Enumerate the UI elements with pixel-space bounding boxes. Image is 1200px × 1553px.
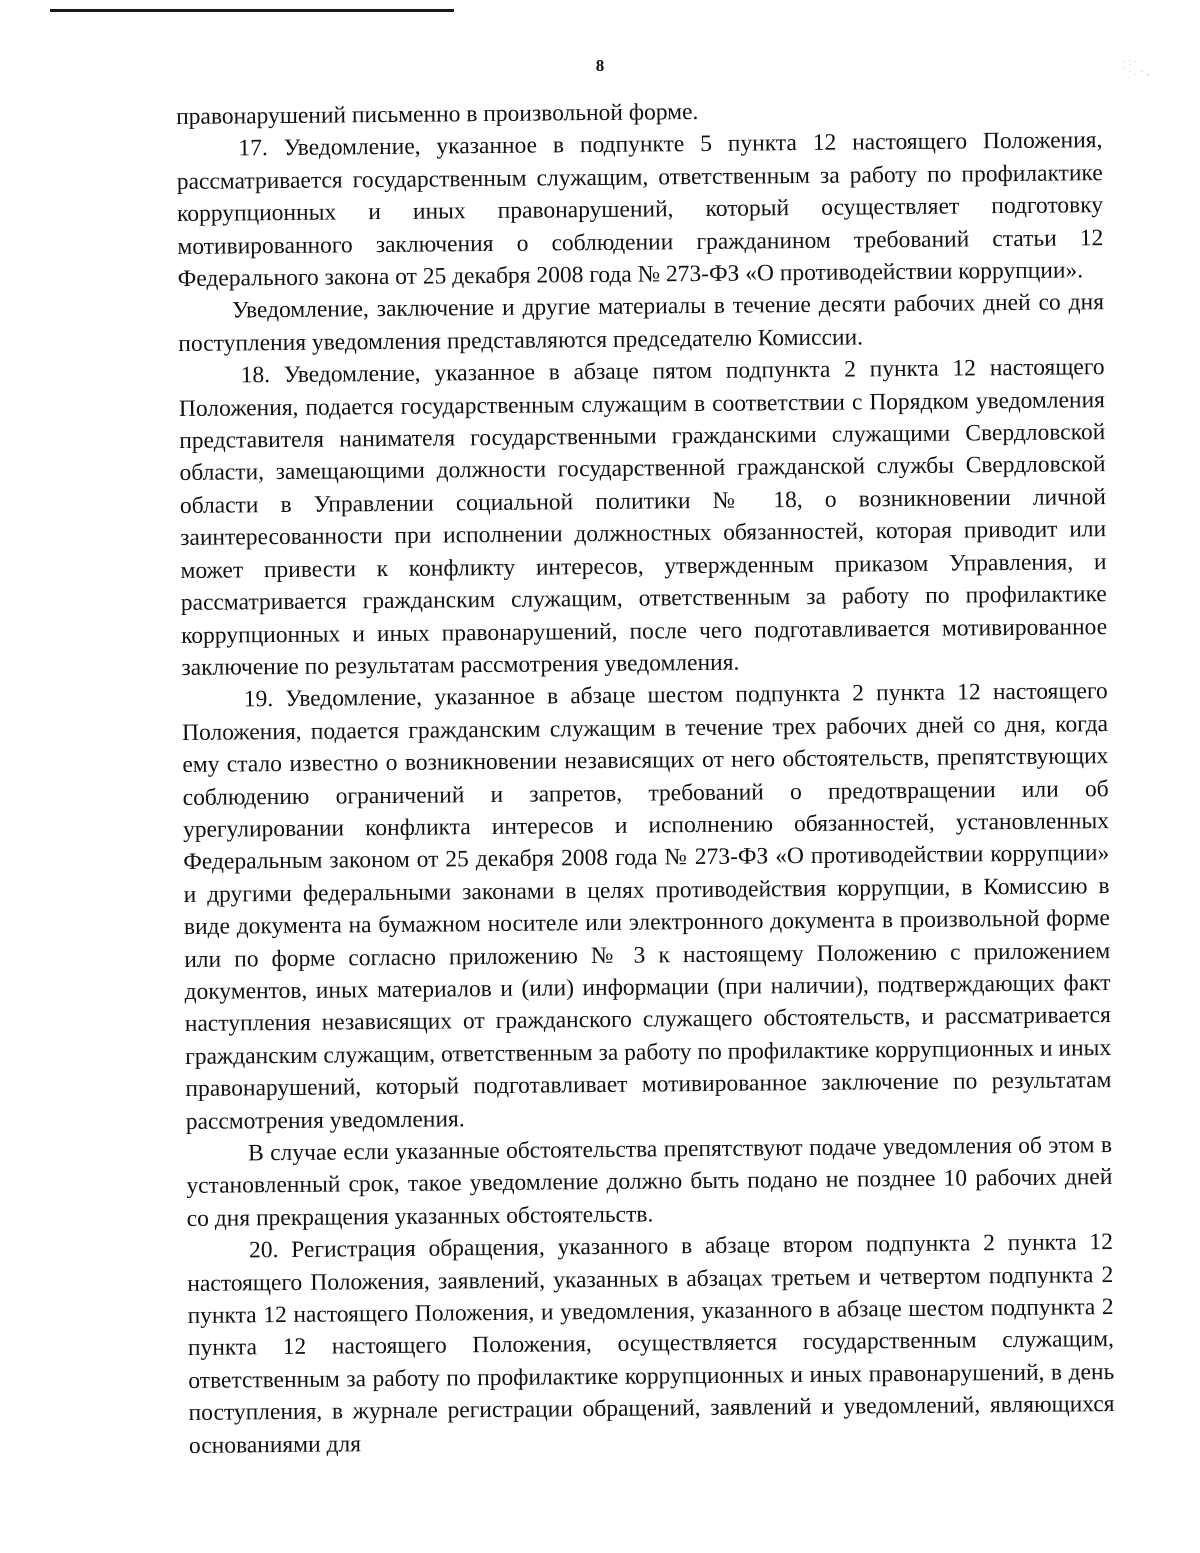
scan-edge-line — [50, 9, 454, 12]
paragraph-item-19-case: В случае если указанные обстоятельства препятствуют подаче уведомления об этом в установленный срок, такое уведомление должно быть подано не позднее 10 рабочих дней со дня прекращения указанных обстоятельств. — [186, 1132, 1113, 1232]
paragraph-item-18: 18. Уведомление, указанное в абзаце пятом подпункта 2 пункта 12 настоящего Положения, подается государственным служащим в соответствии с Порядком уведомления представителя нанимателя государственными гражданскими служащими Свердловской области, замещающими должности государственной гражданской службы Свердловской области в Управлении социальной политики № 18, о возникновении личной заинтересованности при исполнении должностных обязанностей, которая приводит или может привести к конфликту интересов, утвержденным приказом Управления, и рассматривается гражданским служащим, ответственным за работу по профилактике коррупционных и иных правонарушений, после чего подготавливается мотивированное заключение по результатам рассмотрения уведомления. — [178, 354, 1108, 681]
paragraph-item-19: 19. Уведомление, указанное в абзаце шестом подпункта 2 пункта 12 настоящего Положения, подается гражданским служащим в течение трех рабочих дней со дня, когда ему стало известно о возникновении независящих от него обстоятельств, препятствующих соблюдению ограничений и запретов, требований о предотвращении или об урегулировании конфликта интересов и исполнению обязанностей, установленных Федеральным законом от 25 декабря 2008 года № 273-ФЗ «О противодействии коррупции» и другими федеральными законами в целях противодействия коррупции, в Комиссию в виде документа на бумажном носителе или электронного документа в произвольной форме или по форме согласно приложению № 3 к настоящему Положению с приложением документов, иных материалов и (или) информации (при наличии), подтверждающих факт наступления независящих от гражданского служащего обстоятельств, и рассматривается гражданским служащим, ответственным за работу по профилактике коррупционных и иных правонарушений, который подготавливает мотивированное заключение по результатам рассмотрения уведомления. — [181, 678, 1112, 1135]
paragraph-item-17-notice: Уведомление, заключение и другие материалы в течение десяти рабочих дней со дня поступления уведомления представляются председателю Комиссии. — [178, 289, 1105, 357]
page-number: 8 — [595, 56, 605, 75]
paragraph-continuation: правонарушений письменно в произвольной форме. — [176, 98, 699, 130]
paragraph-item-20: 20. Регистрация обращения, указанного в абзаце втором подпункта 2 пункта 12 настоящего Положения, заявлений, указанных в абзацах третьем и четвертом подпункта 2 пункта 12 настоящего Положения, и уведомления, указанного в абзаце шестом подпункта 2 пункта 12 настоящего Положения, осуществляется государственным служащим, ответственным за работу по профилактике коррупционных и иных правонарушений, в день поступления, в журнале регистрации обращений, заявлений и уведомлений, являющихся основаниями для — [187, 1229, 1115, 1459]
paragraph-item-17: 17. Уведомление, указанное в подпункте 5 пункта 12 настоящего Положения, рассматривается государственным служащим, ответственным за работу по профилактике коррупционных и иных правонарушений, который осуществляет подготовку мотивированного заключения о соблюдении гражданином требований статьи 12 Федерального закона от 25 декабря 2008 года № 273-ФЗ «О противодействии коррупции». — [176, 127, 1104, 293]
scan-noise: ·:· ˙·.·, — [1122, 57, 1152, 78]
document-body — [176, 92, 1115, 1462]
